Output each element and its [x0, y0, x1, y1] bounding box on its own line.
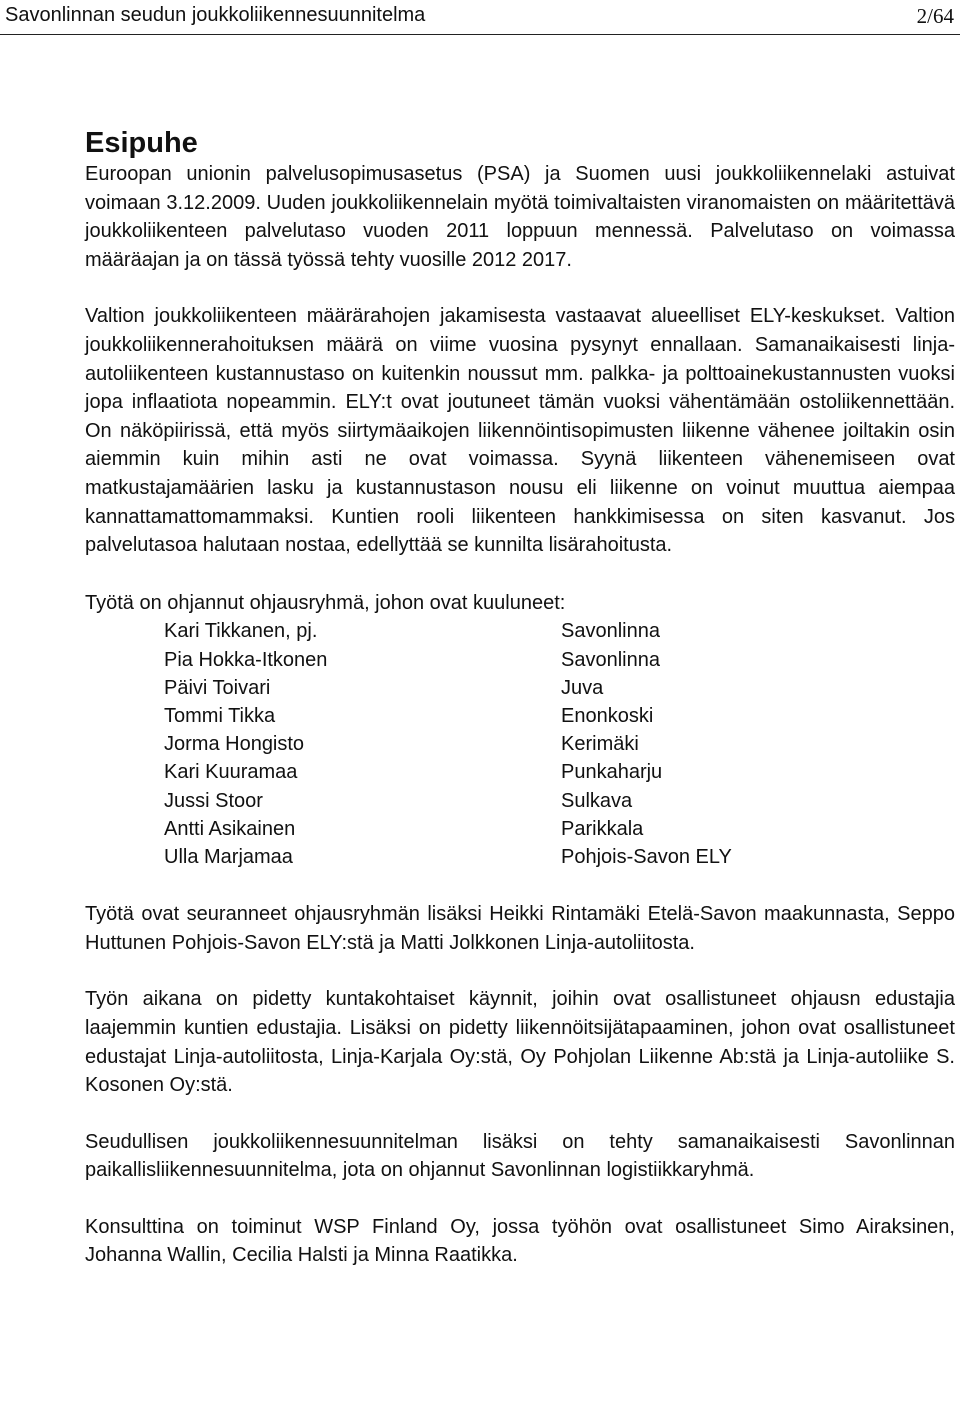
member-organization: Parikkala: [561, 817, 644, 840]
member-organization: Kerimäki: [561, 733, 639, 756]
page-header: [0, 0, 960, 35]
page-content: [85, 126, 955, 1270]
member-row: [164, 787, 732, 815]
steering-group-table: [164, 617, 732, 871]
steering-group-intro: Työtä on ohjannut ohjausryhmä, johon ovat kuuluneet:: [85, 591, 566, 614]
member-name: Päivi Toivari: [164, 676, 271, 699]
section-heading: Esipuhe: [85, 127, 198, 159]
member-organization: Juva: [561, 676, 604, 699]
member-row: [164, 702, 732, 730]
member-organization: Sulkava: [561, 789, 633, 812]
member-row: [164, 646, 732, 674]
intro-paragraph: Euroopan unionin palvelusopimusasetus (PSA) ja Suomen uusi joukkoliikennelaki astuivat voimaan 3.12.2009. Uuden joukkoliikennelain myötä toimivaltaisten viranomaisten on määritettävä joukkoliikenteen palvelutaso vuoden 2011 loppuun mennessä. Palvelutaso on voimassa määräajan ja on tässä työssä tehty vuosille 2012 2017.: [85, 163, 955, 271]
member-name: Kari Kuuramaa: [164, 761, 298, 784]
member-row: [164, 730, 732, 758]
member-organization: Savonlinna: [561, 620, 660, 643]
followers-paragraph: Työtä ovat seuranneet ohjausryhmän lisäksi Heikki Rintamäki Etelä-Savon maakunnasta, Seppo Huttunen Pohjois-Savon ELY:stä ja Matti Jolkkonen Linja-autoliitosta.: [85, 903, 955, 954]
local-plan-paragraph: Seudullisen joukkoliikennesuunnitelman lisäksi on tehty samanaikaisesti Savonlinnan paikallisliikennesuunnitelma, jota on ohjannut Savonlinnan logistiikkaryhmä.: [85, 1130, 955, 1182]
page-number: 2/64: [916, 4, 954, 28]
meetings-paragraph: Työn aikana on pidetty kuntakohtaiset käynnit, joihin ovat osallistuneet ohjausn edustajia laajemmin kuntien edustajia. Lisäksi on pidetty liikennöitsijätapaaminen, johon ovat osallistuneet edustajat Linja-autoliitosta, Linja-Karjala Oy:stä, Oy Pohjolan Liikenne Ab:stä ja Linja-autoliike S. Kosonen Oy:stä.: [85, 988, 955, 1097]
member-row: [164, 758, 732, 786]
member-row: [164, 674, 732, 702]
funding-paragraph: Valtion joukkoliikenteen määrärahojen jakamisesta vastaavat alueelliset ELY-keskukset. Valtion joukkoliikennerahoituksen määrä on viime vuosina pysynyt ennallaan. Samanaikaisesti linja-autoliikenteen kustannustaso on kuitenkin noussut mm. palkka- ja polttoainekustannusten vuoksi jopa inflaatiota nopeammin. ELY:t ovat joutuneet tämän vuoksi vähentämään ostoliikennettään. On näköpiirissä, että myös siirtymäaikojen liikennöintisopimusten liikenne vähenee joiltakin osin aiemmin kuin mihin asti ne ovat voimassa. Syynä liikenteen vähenemiseen ovat matkustajamäärien lasku ja kustannustason nousu eli liikenne on voinut muuttua aiempaa kannattamattomammaksi. Kuntien rooli liikenteen hankkimisessa on siten kasvanut. Jos palvelutasoa halutaan nostaa, edellyttää se kunnilta lisärahoitusta.: [85, 305, 955, 557]
document-title: Savonlinnan seudun joukkoliikennesuunnitelma: [5, 4, 426, 26]
member-row: [164, 815, 732, 843]
member-row: [164, 843, 732, 871]
member-row: [164, 617, 732, 645]
member-name: Kari Tikkanen, pj.: [164, 620, 318, 643]
member-name: Antti Asikainen: [164, 817, 296, 840]
member-name: Tommi Tikka: [164, 704, 276, 727]
member-name: Jussi Stoor: [164, 789, 263, 812]
member-organization: Punkaharju: [561, 761, 663, 784]
member-organization: Pohjois-Savon ELY: [561, 845, 732, 868]
member-name: Pia Hokka-Itkonen: [164, 648, 328, 671]
consultant-paragraph: Konsulttina on toiminut WSP Finland Oy, jossa työhön ovat osallistuneet Simo Airaksinen, Johanna Wallin, Cecilia Halsti ja Minna Raatikka.: [85, 1215, 955, 1267]
member-organization: Savonlinna: [561, 648, 660, 671]
member-name: Ulla Marjamaa: [164, 845, 293, 868]
member-name: Jorma Hongisto: [164, 733, 305, 756]
member-organization: Enonkoski: [561, 704, 654, 727]
